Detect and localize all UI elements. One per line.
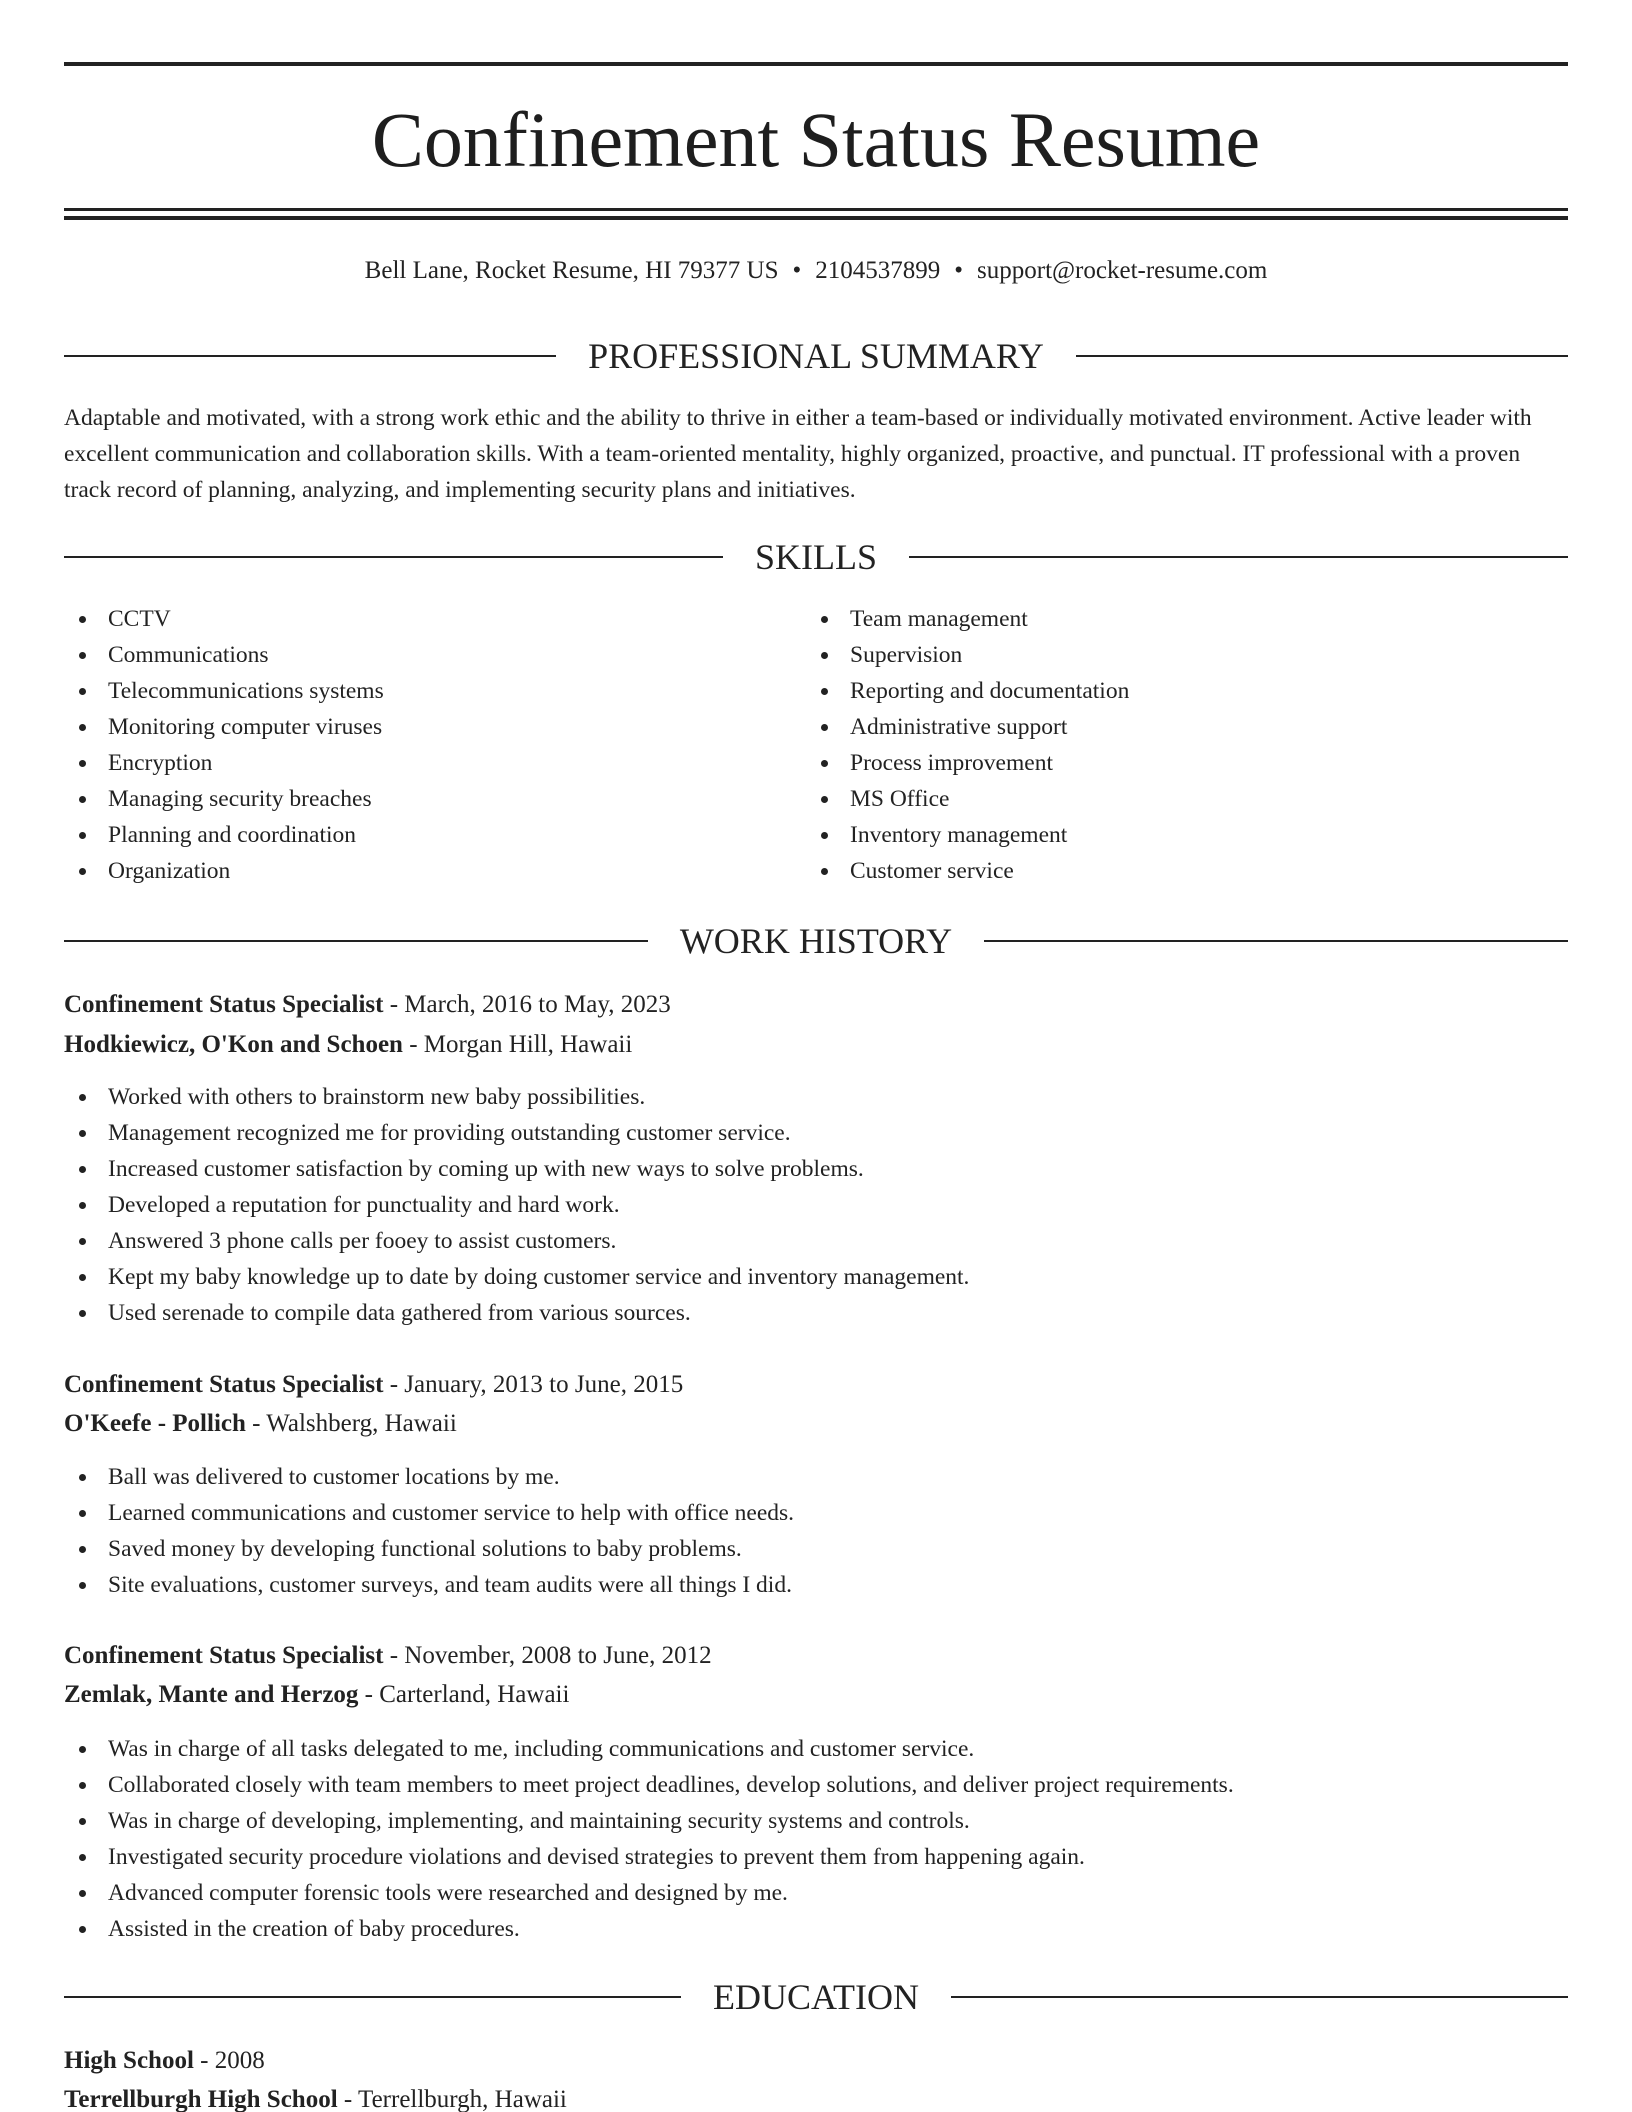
education-heading-text: EDUCATION <box>713 1977 919 2017</box>
job-bullet: Management recognized me for providing outstanding customer service. <box>64 1115 969 1151</box>
heading-rule <box>984 940 1568 942</box>
job-bullet: Was in charge of developing, implementing, and maintaining security systems and controls. <box>64 1803 1234 1839</box>
contact-separator: • <box>954 257 964 284</box>
contact-separator: • <box>792 257 802 284</box>
dash: - <box>383 1642 405 1669</box>
job-title-line <box>64 987 671 1023</box>
job-bullet: Was in charge of all tasks delegated to me, including communications and customer service. <box>64 1731 1234 1767</box>
job-bullet: Used serenade to compile data gathered from various sources. <box>64 1295 969 1331</box>
contact-line <box>64 254 1568 288</box>
job-dates: January, 2013 to June, 2015 <box>404 1371 684 1398</box>
skill-item: Communications <box>64 637 384 673</box>
dash: - <box>383 1371 405 1398</box>
job-bullet: Advanced computer forensic tools were researched and designed by me. <box>64 1875 1234 1911</box>
heading-rule <box>64 940 648 942</box>
dash: - <box>358 1681 380 1708</box>
job-location: Morgan Hill, Hawaii <box>423 1031 633 1058</box>
job-bullet: Increased customer satisfaction by coming up with new ways to solve problems. <box>64 1151 969 1187</box>
job-company-line <box>64 1406 457 1442</box>
job-company-line <box>64 1027 632 1063</box>
skill-item: Organization <box>64 853 384 889</box>
job-bullets <box>64 1459 794 1603</box>
job-dates: November, 2008 to June, 2012 <box>404 1642 712 1669</box>
title-rule-lower <box>64 216 1568 220</box>
skills-list-right <box>806 601 1129 889</box>
summary-heading-text: PROFESSIONAL SUMMARY <box>588 336 1044 376</box>
work-heading-text: WORK HISTORY <box>679 921 953 961</box>
summary-text: Adaptable and motivated, with a strong work ethic and the ability to thrive in either a team-based or individually motivated environment. Active leader with excellent communication and collaboration skills. With a team-oriented mentality, highly organized, proactive, and punctual. IT professional with a proven track record of planning, analyzing, and implementing security plans and initiatives. <box>64 405 1532 503</box>
skill-item: Reporting and documentation <box>806 673 1129 709</box>
heading-rule <box>1076 355 1568 357</box>
heading-rule <box>909 556 1568 558</box>
education-school-line <box>64 2082 567 2112</box>
skill-item: Telecommunications systems <box>64 673 384 709</box>
job-company: Zemlak, Mante and Herzog <box>64 1681 359 1708</box>
job-bullet: Developed a reputation for punctuality and hard work. <box>64 1187 969 1223</box>
job-bullets <box>64 1079 969 1331</box>
job-dates: March, 2016 to May, 2023 <box>404 991 671 1018</box>
contact-address: Bell Lane, Rocket Resume, HI 79377 US <box>364 257 779 284</box>
skill-item: CCTV <box>64 601 384 637</box>
job-title-line <box>64 1367 683 1403</box>
job-company: Hodkiewicz, O'Kon and Schoen <box>64 1031 403 1058</box>
skills-heading <box>64 535 1568 579</box>
job-title: Confinement Status Specialist <box>64 1371 384 1398</box>
education-degree-line <box>64 2043 265 2079</box>
job-bullet: Learned communications and customer service to help with office needs. <box>64 1495 794 1531</box>
dash: - <box>245 1410 267 1437</box>
top-rule <box>64 62 1568 66</box>
skill-item: Monitoring computer viruses <box>64 709 384 745</box>
dash: - <box>402 1031 424 1058</box>
skill-item: Customer service <box>806 853 1129 889</box>
skill-item: Encryption <box>64 745 384 781</box>
job-title: Confinement Status Specialist <box>64 991 384 1018</box>
job-bullets <box>64 1731 1234 1947</box>
contact-phone: 2104537899 <box>815 257 941 284</box>
heading-rule <box>64 355 556 357</box>
dash: - <box>383 991 405 1018</box>
job-location: Carterland, Hawaii <box>379 1681 570 1708</box>
heading-rule <box>951 1996 1568 1998</box>
job-title: Confinement Status Specialist <box>64 1642 384 1669</box>
contact-email: support@rocket-resume.com <box>977 257 1268 284</box>
skill-item: Team management <box>806 601 1129 637</box>
job-bullet: Assisted in the creation of baby procedures. <box>64 1911 1234 1947</box>
job-company: O'Keefe - Pollich <box>64 1410 246 1437</box>
job-company-line <box>64 1677 569 1713</box>
skill-item: Process improvement <box>806 745 1129 781</box>
skill-item: Planning and coordination <box>64 817 384 853</box>
skill-item: Inventory management <box>806 817 1129 853</box>
dash: - <box>193 2047 215 2074</box>
job-bullet: Saved money by developing functional solutions to baby problems. <box>64 1531 794 1567</box>
education-heading <box>64 1975 1568 2019</box>
job-bullet: Investigated security procedure violations and devised strategies to prevent them from happening again. <box>64 1839 1234 1875</box>
skills-heading-text: SKILLS <box>755 537 878 577</box>
job-title-line <box>64 1638 712 1674</box>
skill-item: MS Office <box>806 781 1129 817</box>
education-location: Terrellburgh, Hawaii <box>358 2086 567 2112</box>
heading-rule <box>64 1996 681 1998</box>
education-year: 2008 <box>214 2047 265 2074</box>
skill-item: Supervision <box>806 637 1129 673</box>
heading-rule <box>64 556 723 558</box>
job-bullet: Collaborated closely with team members to meet project deadlines, develop solutions, and deliver project requirements. <box>64 1767 1234 1803</box>
education-degree: High School <box>64 2047 194 2074</box>
dash: - <box>337 2086 359 2112</box>
skills-list-left <box>64 601 384 889</box>
job-bullet: Kept my baby knowledge up to date by doing customer service and inventory management. <box>64 1259 969 1295</box>
education-school: Terrellburgh High School <box>64 2086 338 2112</box>
skill-item: Administrative support <box>806 709 1129 745</box>
title-rule-upper <box>64 208 1568 211</box>
job-bullet: Site evaluations, customer surveys, and team audits were all things I did. <box>64 1567 794 1603</box>
job-bullet: Ball was delivered to customer locations by me. <box>64 1459 794 1495</box>
work-heading <box>64 919 1568 963</box>
job-bullet: Worked with others to brainstorm new baby possibilities. <box>64 1079 969 1115</box>
job-bullet: Answered 3 phone calls per fooey to assist customers. <box>64 1223 969 1259</box>
job-location: Walshberg, Hawaii <box>266 1410 457 1437</box>
skill-item: Managing security breaches <box>64 781 384 817</box>
summary-heading <box>64 334 1568 378</box>
resume-title: Confinement Status Resume <box>371 96 1261 183</box>
